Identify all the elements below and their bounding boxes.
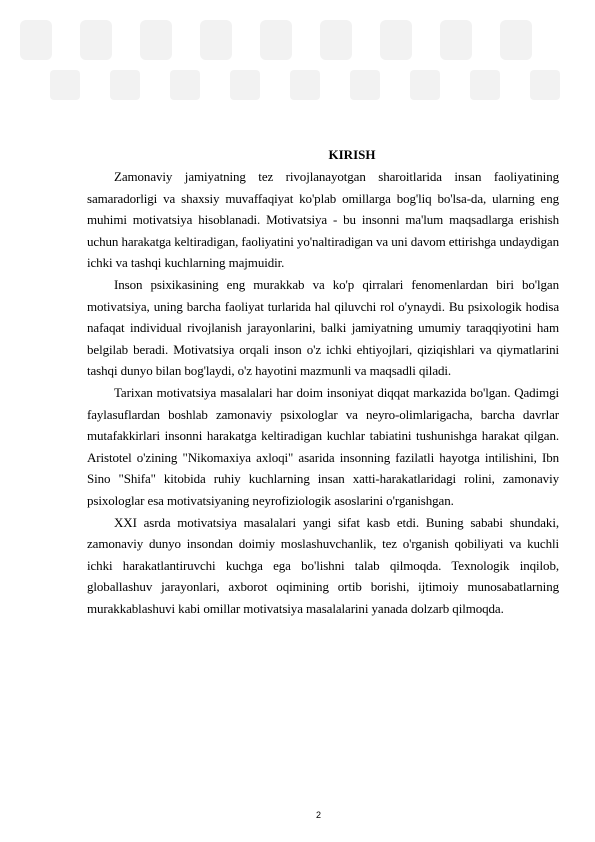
paragraph-4: XXI asrda motivatsiya masalalari yangi sifat kasb etdi. Buning sababi shundaki, zamonaviy dunyo insondan doimiy moslashuvchanlik, tez o'rganish qobiliyati va kuchli ichki harakatlantiruvchi kuchga ega bo'lishni talab qilmoqda. Texnologik inqilob, globallashuv jarayonlari, axborot oqimining ortib borishi, ijtimoiy munosabatlarning murakkablashuvi kabi omillar motivatsiya masalalarini yanada dolzarb qilmoqda. — [87, 514, 559, 616]
paragraph-1: Zamonaviy jamiyatning tez rivojlanayotgan sharoitlarida insan faoliyatining samaradorligi va shaxsiy muvaffaqiyat ko'plab omillarga bog'liq bo'lsa-da, ularning eng muhimi motivatsiya hisoblanadi. Motivatsiya - bu insonni ma'lum maqsadlarga erishish uchun harakatga keltiradigan, faoliyatini yo'naltiradigan va uni davom ettirishga undaydigan ichki va tashqi kuchlarning majmuidir. — [87, 169, 559, 271]
document-page — [87, 145, 559, 619]
paragraph-3: Tarixan motivatsiya masalalari har doim insoniyat diqqat markazida bo'lgan. Qadimgi faylasuflardan boshlab zamonaviy psixologlar va neyro-olimlarigacha, barcha davrlar mutafakkirlari insonni harakatga keltiradigan kuchlar tabiatini tushunishga harakat qilgan. Aristotel o'zining "Nikomaxiya axloqi" asarida insonning fazilatli hayotga intilishini, Ibn Sino "Shifa" kitobida ruhiy kuchlarning insan xatti-harakatlaridagi rolini, zamonaviy psixologlar esa motivatsiyaning neyrofiziologik asoslarini o'rganishgan. — [87, 384, 559, 508]
paragraph-2: Inson psixikasining eng murakkab va ko'p qirralari fenomenlardan biri bo'lgan motivatsiya, uning barcha faoliyat turlarida hal qiluvchi rol o'ynaydi. Bu psixologik hodisa nafaqat individual rivojlanish jarayonlarini, balki jamiyatning umumiy taraqqiyotini ham belgilab beradi. Motivatsiya orqali inson o'z ichki ehtiyojlari, qiziqishlari va qiymatlarini tashqi dunyo bilan bog'laydi, o'z hayotini mazmunli va maqsadli qiladi. — [87, 276, 559, 379]
document-title: KIRISH — [328, 147, 376, 162]
page-number: 2 — [315, 810, 321, 820]
